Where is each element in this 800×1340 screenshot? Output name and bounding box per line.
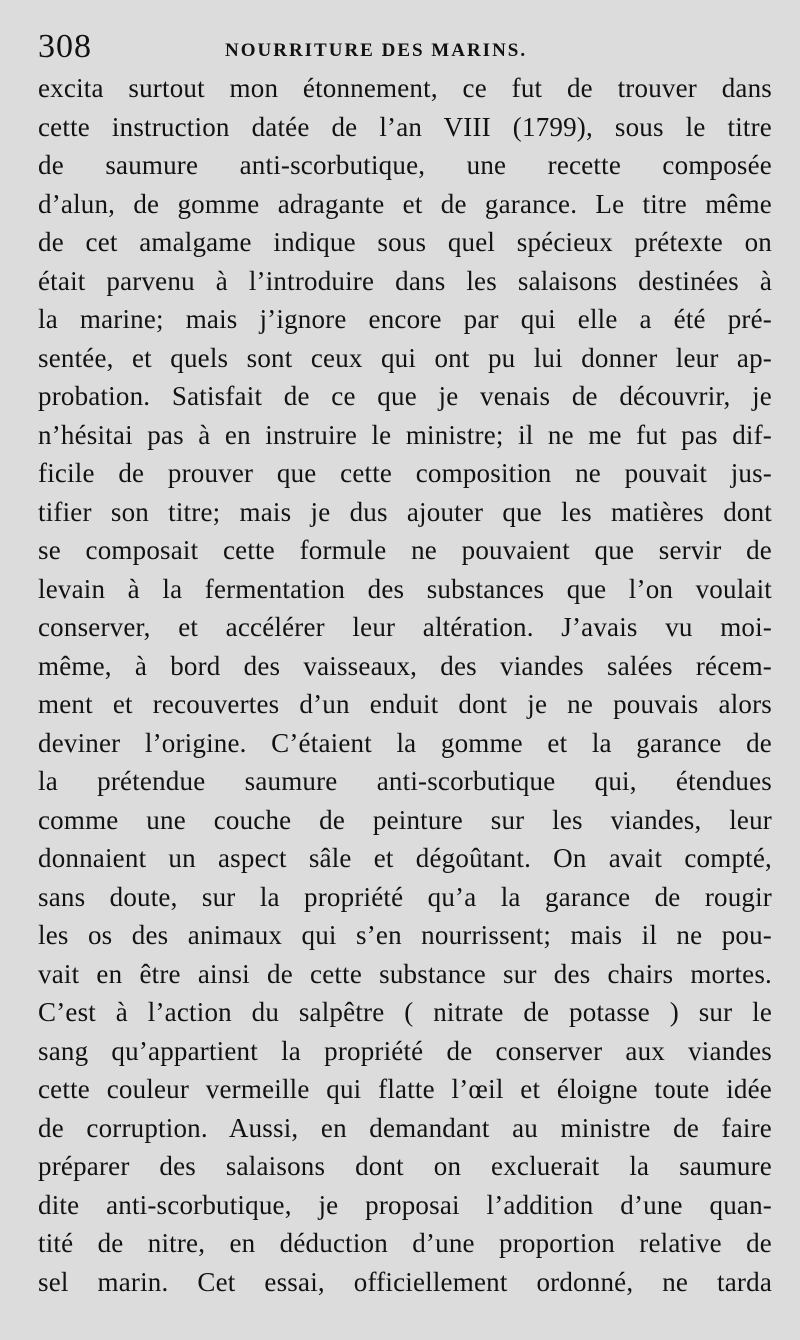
text-line: sang qu’appartient la propriété de conserver aux viandes	[38, 1035, 772, 1066]
text-line: n’hésitai pas à en instruire le ministre; il ne me fut pas dif-	[38, 419, 772, 450]
text-line: excita surtout mon étonnement, ce fut de trouver dans	[38, 73, 772, 103]
text-line: tité de nitre, en déduction d’une proportion relative de	[38, 1228, 772, 1258]
text-line: C’est à l’action du salpêtre ( nitrate de potasse ) sur le	[38, 997, 772, 1027]
text-line: comme une couche de peinture sur les viandes, leur	[38, 804, 772, 835]
text-line: conserver, et accélérer leur altération. J’avais vu moi-	[38, 612, 772, 642]
text-line: sel marin. Cet essai, officiellement ordonné, ne tarda	[38, 1266, 772, 1297]
text-line: les os des animaux qui s’en nourrissent; mais il ne pou-	[38, 920, 772, 950]
text-line: était parvenu à l’introduire dans les salaisons destinées à	[38, 265, 772, 296]
text-line: cette couleur vermeille qui flatte l’œil et éloigne toute idée	[38, 1074, 772, 1104]
text-line: la marine; mais j’ignore encore par qui elle a été pré-	[38, 304, 772, 334]
page-header	[38, 22, 766, 64]
text-line: levain à la fermentation des substances que l’on voulait	[38, 573, 772, 604]
page-number: 308	[38, 28, 92, 65]
text-line: deviner l’origine. C’étaient la gomme et la garance de	[38, 727, 772, 758]
text-line: de saumure anti-scorbutique, une recette composée	[38, 150, 772, 180]
text-line: de corruption. Aussi, en demandant au ministre de faire	[38, 1112, 772, 1143]
body-text	[38, 69, 772, 1301]
text-line: cette instruction datée de l’an VIII (1799), sous le titre	[38, 111, 772, 142]
text-line: de cet amalgame indique sous quel spécieux prétexte on	[38, 227, 772, 257]
text-line: sans doute, sur la propriété qu’a la garance de rougir	[38, 881, 772, 912]
text-line: ment et recouvertes d’un enduit dont je ne pouvais alors	[38, 689, 772, 719]
text-line: la prétendue saumure anti-scorbutique qui, étendues	[38, 766, 772, 796]
text-line: sentée, et quels sont ceux qui ont pu lui donner leur ap-	[38, 342, 772, 373]
text-line: préparer des salaisons dont on excluerait la saumure	[38, 1151, 772, 1181]
text-line: donnaient un aspect sâle et dégoûtant. On avait compté,	[38, 843, 772, 873]
text-line: probation. Satisfait de ce que je venais de découvrir, je	[38, 381, 772, 411]
text-line: même, à bord des vaisseaux, des viandes salées récem-	[38, 650, 772, 681]
text-line: tifier son titre; mais je dus ajouter que les matières dont	[38, 496, 772, 527]
text-line: se composait cette formule ne pouvaient que servir de	[38, 535, 772, 565]
text-line: dite anti-scorbutique, je proposai l’addition d’une quan-	[38, 1189, 772, 1220]
text-line: d’alun, de gomme adragante et de garance. Le titre même	[38, 188, 772, 219]
text-line: ficile de prouver que cette composition ne pouvait jus-	[38, 458, 772, 488]
running-title: NOURRITURE DES MARINS.	[225, 40, 528, 61]
text-line: vait en être ainsi de cette substance sur des chairs mortes.	[38, 958, 772, 989]
